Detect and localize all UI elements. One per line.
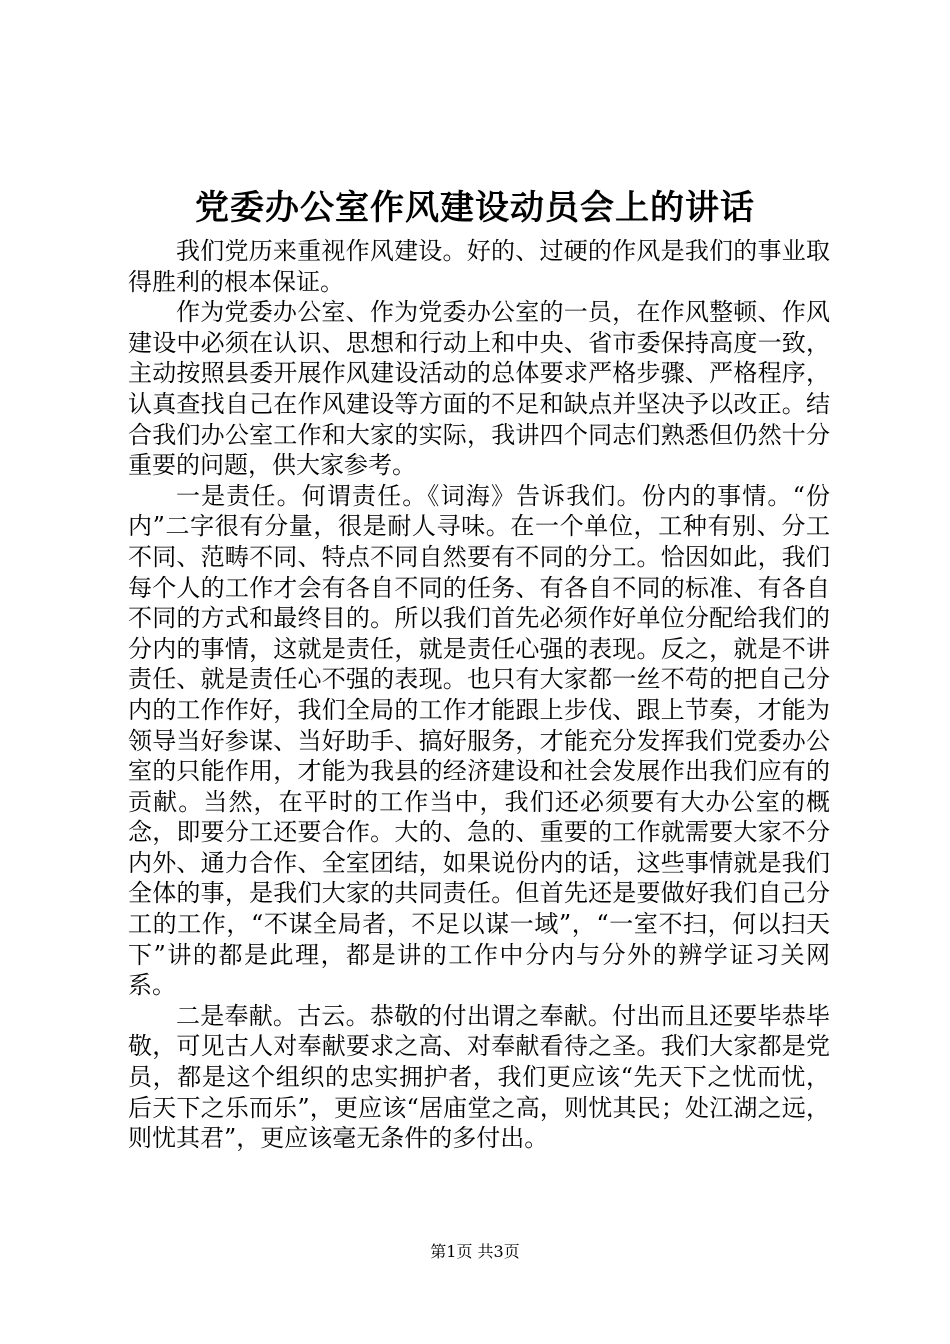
page-number-label: 第1页 共3页 <box>430 1242 520 1261</box>
paragraph-1: 我们党历来重视作风建设。好的、过硬的作风是我们的事业取得胜利的根本保证。 <box>128 237 830 296</box>
document-body <box>128 236 830 1154</box>
page-footer <box>0 1242 950 1262</box>
document-title: 党委办公室作风建设动员会上的讲话 <box>195 188 755 228</box>
paragraph-3: 一是责任。何谓责任。《词海》告诉我们。份内的事情。“份内”二字很有分量，很是耐人寻味。在一个单位，工种有别、分工不同、范畴不同、特点不同自然要有不同的分工。恰因如此，我们每个人的工作才会有各自不同的任务、有各自不同的标准、有各自不同的方式和最终目的。所以我们首先必须作好单位分配给我们的分内的事情，这就是责任，就是责任心强的表现。反之，就是不讲责任、就是责任心不强的表现。也只有大家都一丝不苟的把自己分内的工作作好，我们全局的工作才能跟上步伐、跟上节奏，才能为领导当好参谋、当好助手、搞好服务，才能充分发挥我们党委办公室的只能作用，才能为我县的经济建设和社会发展作出我们应有的贡献。当然，在平时的工作当中，我们还必须要有大办公室的概念，即要分工还要合作。大的、急的、重要的工作就需要大家不分内外、通力合作、全室团结，如果说份内的话，这些事情就是我们全体的事，是我们大家的共同责任。但首先还是要做好我们自己分工的工作，“不谋全局者，不足以谋一域”，“一室不扫，何以扫天下”讲的都是此理，都是讲的工作中分内与分外的辨学证习关网系。 <box>128 481 830 1000</box>
paragraph-2: 作为党委办公室、作为党委办公室的一员，在作风整顿、作风建设中必须在认识、思想和行动上和中央、省市委保持高度一致，主动按照县委开展作风建设活动的总体要求严格步骤、严格程序，认真查找自己在作风建设等方面的不足和缺点并坚决予以改正。结合我们办公室工作和大家的实际，我讲四个同志们熟悉但仍然十分重要的问题，供大家参考。 <box>128 298 830 480</box>
paragraph-4: 二是奉献。古云。恭敬的付出谓之奉献。付出而且还要毕恭毕敬，可见古人对奉献要求之高、对奉献看待之圣。我们大家都是党员，都是这个组织的忠实拥护者，我们更应该“先天下之忧而忧，后天下之乐而乐”，更应该“居庙堂之高，则忧其民；处江湖之远，则忧其君”，更应该毫无条件的多付出。 <box>128 1001 830 1153</box>
